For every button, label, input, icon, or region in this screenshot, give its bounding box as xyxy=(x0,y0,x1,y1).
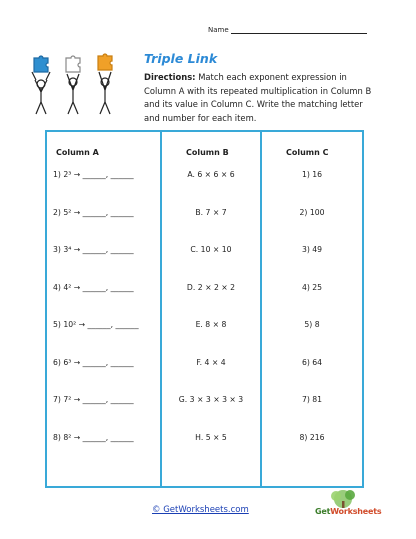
column-a-item[interactable]: 8) 8² → ______, ______ xyxy=(53,432,134,442)
column-a-item[interactable]: 5) 10² → ______, ______ xyxy=(53,320,139,329)
column-c-item: 1) 16 xyxy=(301,170,323,179)
column-c-item: 8) 216 xyxy=(299,432,325,442)
footer-link[interactable]: © GetWorksheets.com xyxy=(152,505,249,515)
column-b-item: A. 6 × 6 × 6 xyxy=(187,170,235,179)
column-b-item: H. 5 × 5 xyxy=(195,432,227,442)
name-line xyxy=(231,33,367,34)
directions xyxy=(144,71,372,125)
column-a-item[interactable]: 7) 7² → ______, ______ xyxy=(53,395,134,404)
column-a-item[interactable]: 4) 4² → ______, ______ xyxy=(53,282,134,292)
worksheet-title: Triple Link xyxy=(144,51,218,66)
column-a-item[interactable]: 6) 6³ → ______, ______ xyxy=(53,357,134,367)
puzzle-figures-illustration xyxy=(22,50,127,120)
column-c-item: 7) 81 xyxy=(301,395,323,404)
column-c-item: 4) 25 xyxy=(301,282,323,292)
column-a-item[interactable]: 2) 5² → ______, ______ xyxy=(53,207,134,217)
directions-text: Match each exponent expression in Column A with its repeated multiplication in Column B and its value in Column C. Write the matching letter and number for each item. xyxy=(144,72,372,123)
figure-middle xyxy=(66,56,80,114)
column-b-item: B. 7 × 7 xyxy=(195,207,227,217)
column-a-header: Column A xyxy=(56,148,99,157)
directions-label: Directions: xyxy=(144,72,196,82)
name-label: Name xyxy=(208,26,229,34)
logo-text-worksheets: Worksheets xyxy=(330,507,382,516)
column-c-header: Column C xyxy=(286,148,329,157)
column-b-item: F. 4 × 4 xyxy=(196,357,226,367)
column-c-item: 2) 100 xyxy=(299,207,325,217)
logo-text xyxy=(315,507,381,516)
column-c-item: 6) 64 xyxy=(301,357,323,367)
matching-table xyxy=(45,130,364,488)
column-a-item[interactable]: 3) 3⁴ → ______, ______ xyxy=(53,245,134,254)
figure-left xyxy=(32,56,50,114)
column-b-header: Column B xyxy=(186,148,229,157)
column-b-item: G. 3 × 3 × 3 × 3 xyxy=(178,395,244,404)
column-b-item: D. 2 × 2 × 2 xyxy=(186,282,236,292)
figure-right xyxy=(98,54,112,114)
column-a-item[interactable]: 1) 2³ → ______, ______ xyxy=(53,170,134,179)
column-c-item: 5) 8 xyxy=(304,320,320,329)
logo-text-get: Get xyxy=(315,507,331,516)
column-b-item: E. 8 × 8 xyxy=(195,320,227,329)
column-b-item: C. 10 × 10 xyxy=(190,245,232,254)
column-c-item: 3) 49 xyxy=(301,245,323,254)
